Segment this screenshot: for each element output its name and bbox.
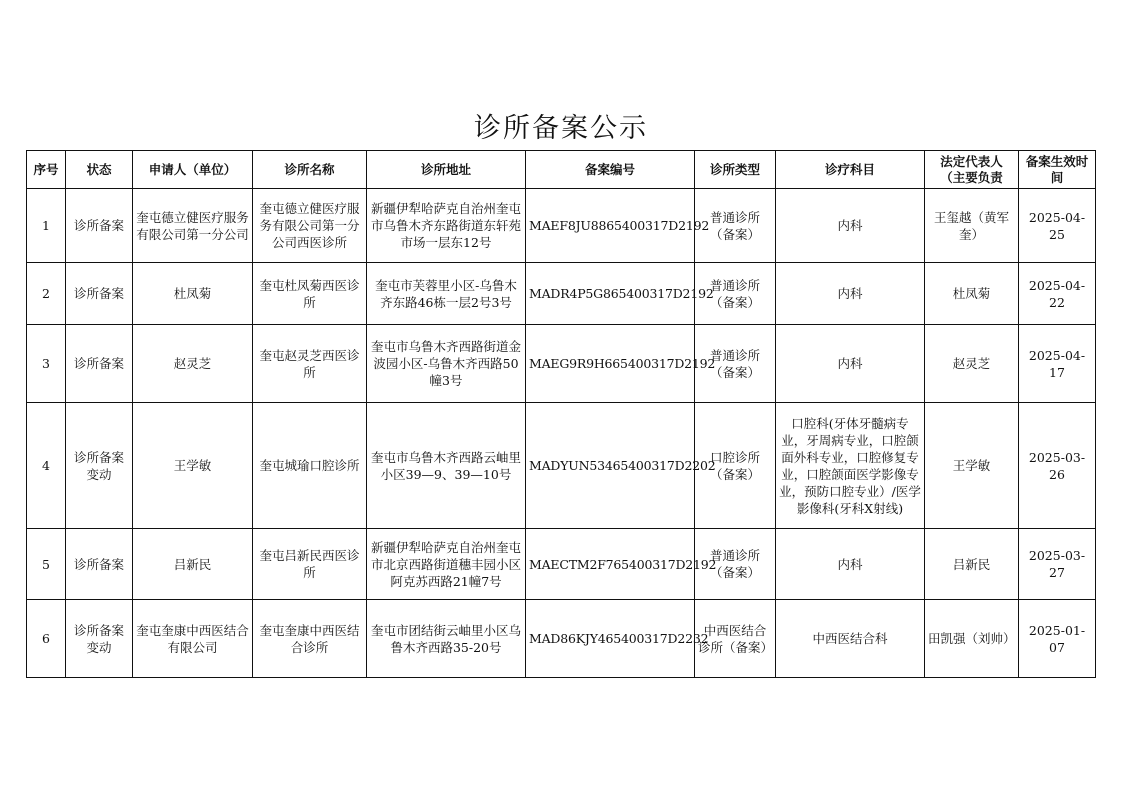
cell-departments: 内科 [776, 325, 925, 403]
cell-clinic-name: 奎屯赵灵芝西医诊所 [253, 325, 367, 403]
cell-address: 奎屯市乌鲁木齐西路街道金波园小区-乌鲁木齐西路50幢3号 [367, 325, 526, 403]
table-row [27, 529, 1096, 600]
cell-legal-rep: 王学敏 [925, 403, 1019, 529]
cell-status: 诊所备案变动 [66, 403, 133, 529]
table-row [27, 600, 1096, 678]
cell-status: 诊所备案 [66, 529, 133, 600]
cell-legal-rep: 田凯强（刘帅） [925, 600, 1019, 678]
cell-address: 奎屯市乌鲁木齐西路云岫里小区39—9、39—10号 [367, 403, 526, 529]
header-seq: 序号 [27, 151, 66, 189]
header-status: 状态 [66, 151, 133, 189]
table-row [27, 325, 1096, 403]
cell-address: 奎屯市芙蓉里小区-乌鲁木齐东路46栋一层2号3号 [367, 263, 526, 325]
cell-effective-date: 2025-04-22 [1019, 263, 1096, 325]
cell-legal-rep: 赵灵芝 [925, 325, 1019, 403]
cell-address: 奎屯市团结街云岫里小区乌鲁木齐西路35-20号 [367, 600, 526, 678]
cell-departments: 中西医结合科 [776, 600, 925, 678]
table-header-row [27, 151, 1096, 189]
cell-clinic-name: 奎屯城瑜口腔诊所 [253, 403, 367, 529]
cell-record-no: MAEG9R9H665400317D2192 [526, 325, 695, 403]
cell-applicant: 奎屯德立健医疗服务有限公司第一分公司 [133, 189, 253, 263]
cell-legal-rep: 王玺越（黄军奎） [925, 189, 1019, 263]
cell-address: 新疆伊犁哈萨克自治州奎屯市乌鲁木齐东路街道东轩苑市场一层东12号 [367, 189, 526, 263]
cell-status: 诊所备案 [66, 325, 133, 403]
cell-record-no: MAEF8JU8865400317D2192 [526, 189, 695, 263]
cell-applicant: 王学敏 [133, 403, 253, 529]
cell-clinic-type: 口腔诊所（备案） [695, 403, 776, 529]
cell-departments: 内科 [776, 189, 925, 263]
cell-legal-rep: 吕新民 [925, 529, 1019, 600]
cell-applicant: 赵灵芝 [133, 325, 253, 403]
header-applicant: 申请人（单位） [133, 151, 253, 189]
cell-effective-date: 2025-03-26 [1019, 403, 1096, 529]
cell-record-no: MAD86KJY465400317D2232 [526, 600, 695, 678]
cell-clinic-name: 奎屯吕新民西医诊所 [253, 529, 367, 600]
cell-seq: 6 [27, 600, 66, 678]
cell-status: 诊所备案 [66, 189, 133, 263]
cell-seq: 3 [27, 325, 66, 403]
cell-clinic-type: 中西医结合诊所（备案） [695, 600, 776, 678]
cell-clinic-type: 普通诊所（备案） [695, 529, 776, 600]
cell-effective-date: 2025-04-17 [1019, 325, 1096, 403]
header-effective-date: 备案生效时间 [1019, 151, 1096, 189]
cell-seq: 4 [27, 403, 66, 529]
table-row [27, 189, 1096, 263]
cell-departments: 内科 [776, 529, 925, 600]
cell-clinic-name: 奎屯奎康中西医结合诊所 [253, 600, 367, 678]
header-record-no: 备案编号 [526, 151, 695, 189]
cell-clinic-name: 奎屯杜凤菊西医诊所 [253, 263, 367, 325]
cell-address: 新疆伊犁哈萨克自治州奎屯市北京西路街道穗丰园小区阿克苏西路21幢7号 [367, 529, 526, 600]
cell-record-no: MAECTM2F765400317D2192 [526, 529, 695, 600]
cell-applicant: 杜凤菊 [133, 263, 253, 325]
cell-clinic-type: 普通诊所（备案） [695, 263, 776, 325]
cell-departments: 口腔科(牙体牙髓病专业，牙周病专业，口腔颌面外科专业，口腔修复专业，口腔颌面医学影像专业，预防口腔专业）/医学影像科(牙科X射线) [776, 403, 925, 529]
cell-status: 诊所备案变动 [66, 600, 133, 678]
table-row [27, 403, 1096, 529]
header-clinic-name: 诊所名称 [253, 151, 367, 189]
table-row [27, 263, 1096, 325]
header-clinic-type: 诊所类型 [695, 151, 776, 189]
cell-seq: 5 [27, 529, 66, 600]
cell-clinic-type: 普通诊所（备案） [695, 189, 776, 263]
cell-applicant: 吕新民 [133, 529, 253, 600]
header-legal-rep: 法定代表人（主要负责 [925, 151, 1019, 189]
cell-effective-date: 2025-03-27 [1019, 529, 1096, 600]
cell-clinic-type: 普通诊所（备案） [695, 325, 776, 403]
cell-record-no: MADR4P5G865400317D2192 [526, 263, 695, 325]
cell-applicant: 奎屯奎康中西医结合有限公司 [133, 600, 253, 678]
page-title: 诊所备案公示 [474, 113, 648, 144]
clinic-record-table [26, 150, 1096, 678]
cell-status: 诊所备案 [66, 263, 133, 325]
cell-effective-date: 2025-04-25 [1019, 189, 1096, 263]
header-address: 诊所地址 [367, 151, 526, 189]
cell-record-no: MADYUN53465400317D2202 [526, 403, 695, 529]
cell-clinic-name: 奎屯德立健医疗服务有限公司第一分公司西医诊所 [253, 189, 367, 263]
cell-seq: 2 [27, 263, 66, 325]
cell-effective-date: 2025-01-07 [1019, 600, 1096, 678]
cell-legal-rep: 杜凤菊 [925, 263, 1019, 325]
header-departments: 诊疗科目 [776, 151, 925, 189]
cell-departments: 内科 [776, 263, 925, 325]
cell-seq: 1 [27, 189, 66, 263]
